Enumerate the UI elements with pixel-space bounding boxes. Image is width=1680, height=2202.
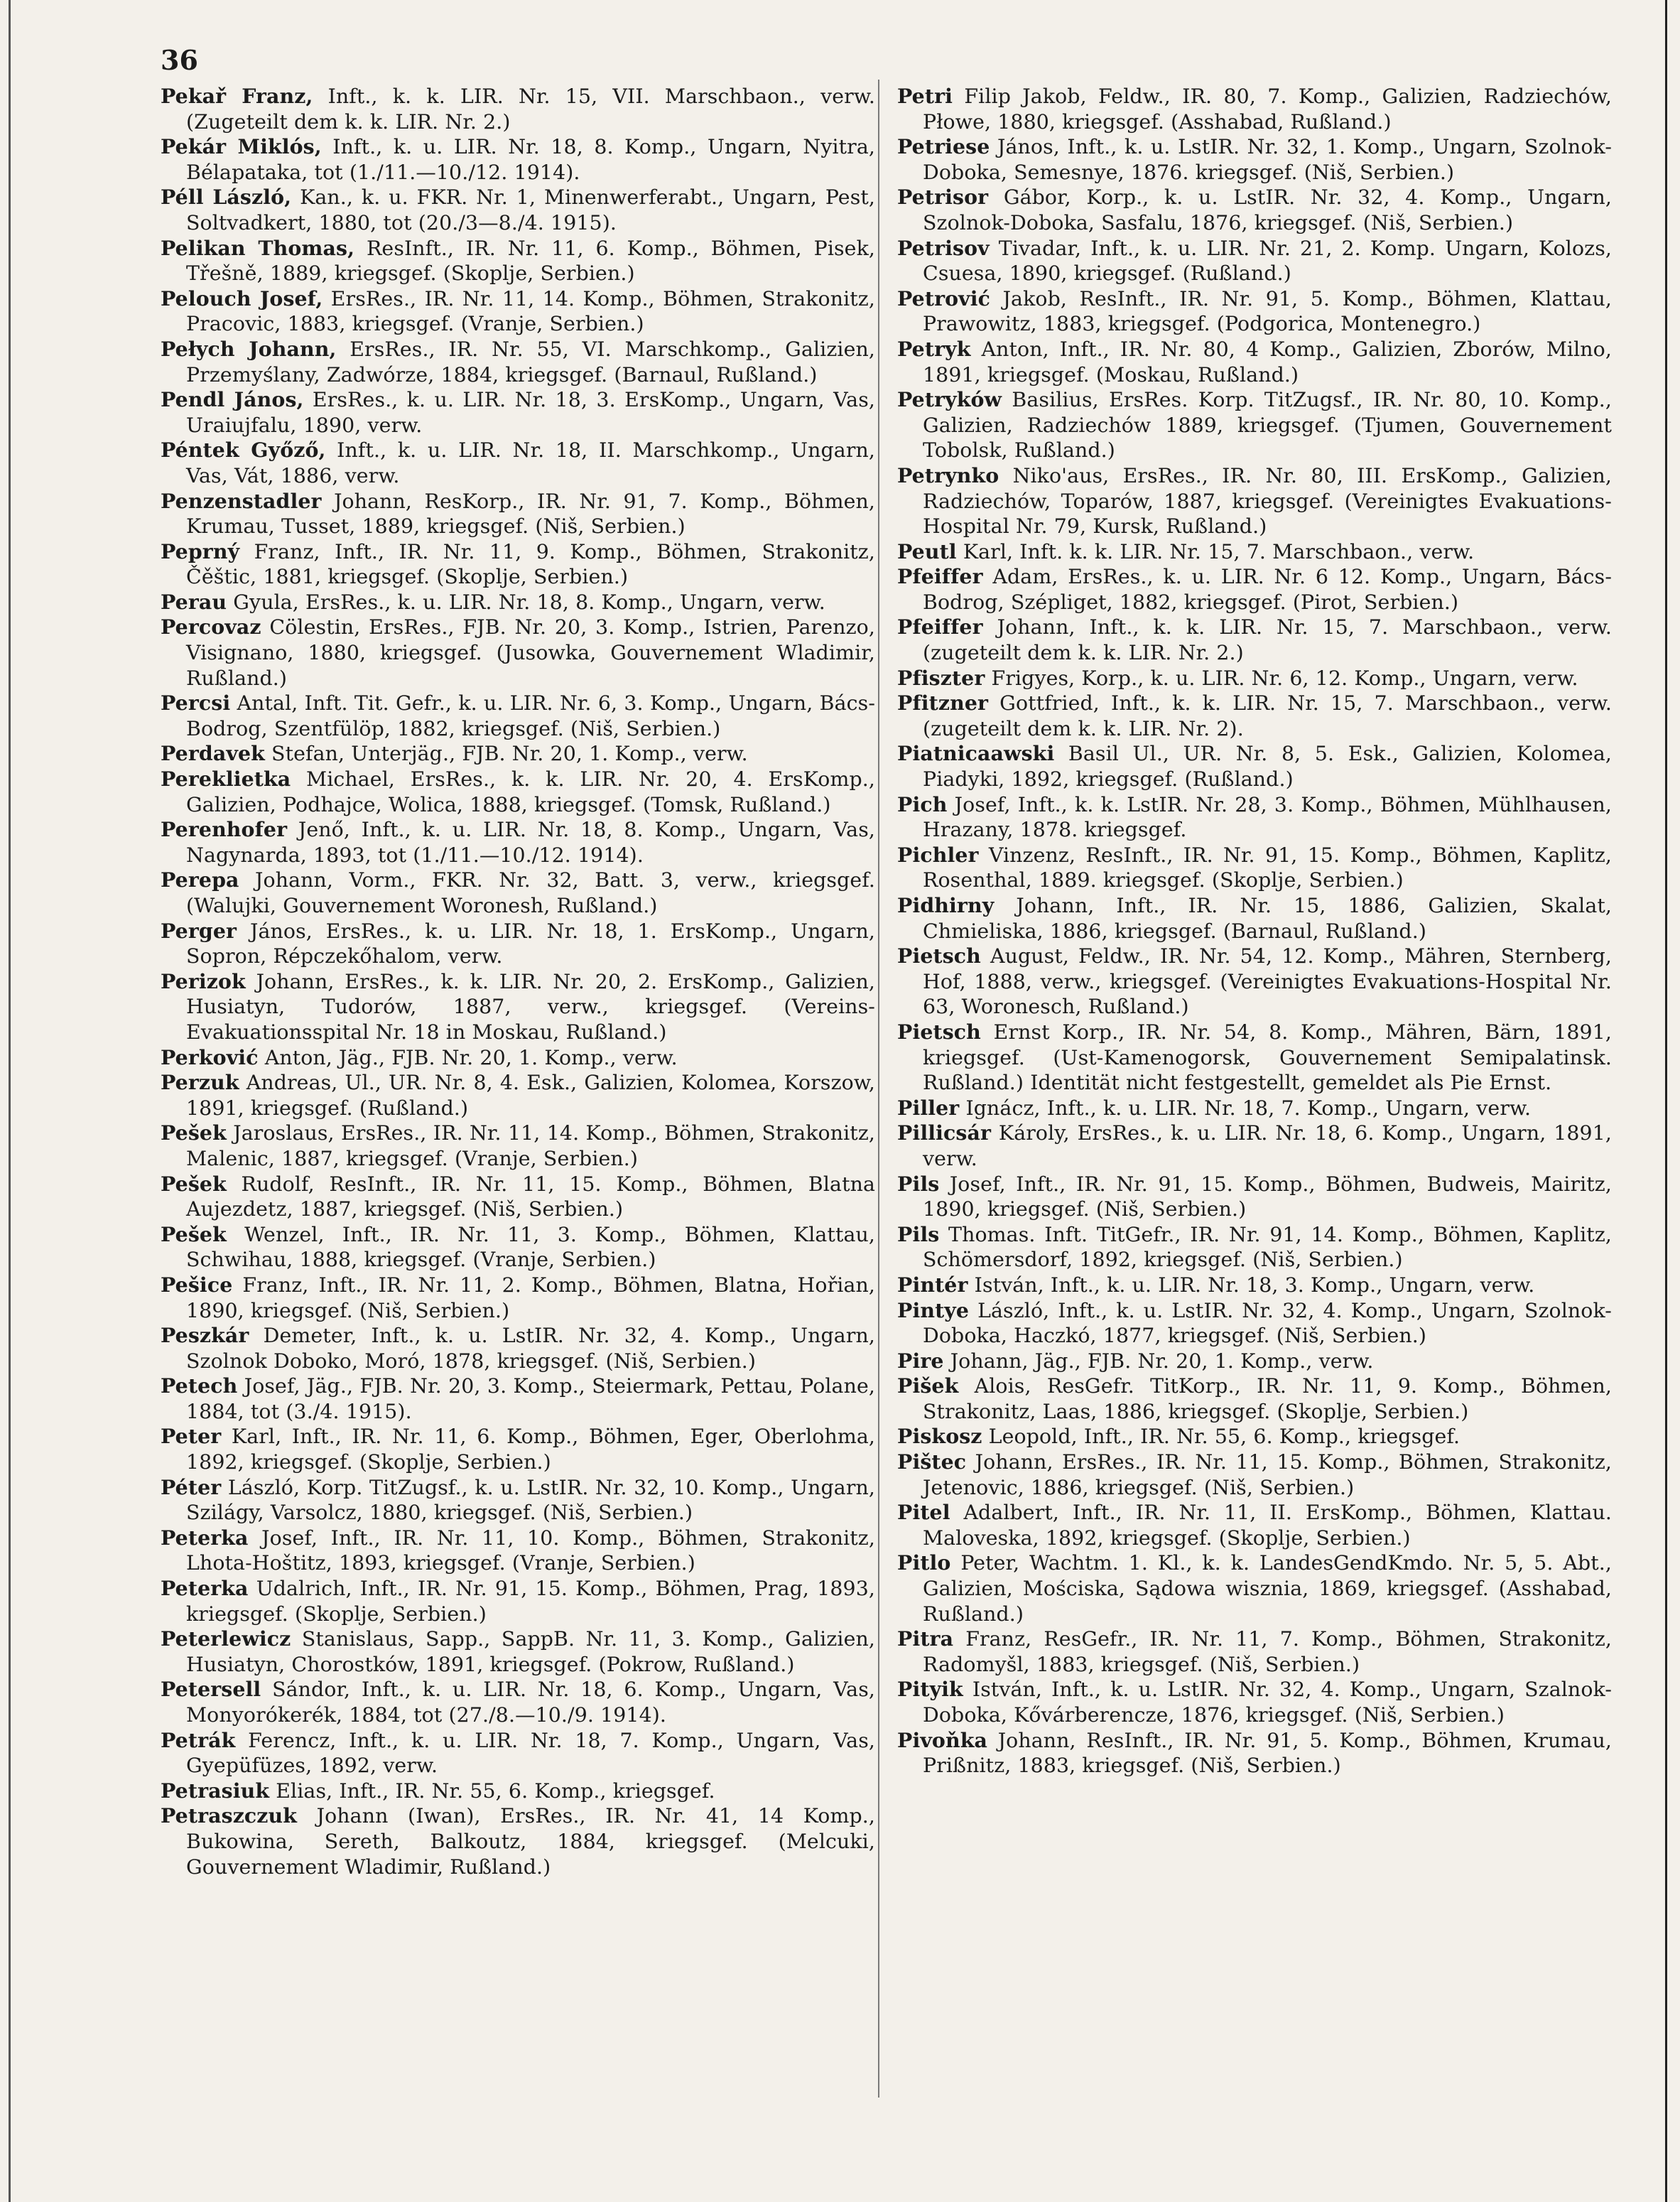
entry-surname: Pištec <box>897 1450 967 1474</box>
register-entry <box>897 1298 1612 1349</box>
register-entry <box>897 1550 1612 1626</box>
entry-details: Josef, Inft., IR. Nr. 91, 15. Komp., Böhmen, Budweis, Mairitz, 1890, kriegsgef. (Niš, Serbien.) <box>923 1172 1612 1221</box>
register-entry <box>897 1222 1612 1273</box>
entry-surname: Perković <box>161 1045 259 1069</box>
entry-details: ErsRes., IR. Nr. 55, VI. Marschkomp., Galizien, Przemyślany, Zadwórze, 1884, kriegsgef. (Barnaul, Rußland.) <box>186 337 875 387</box>
register-entry <box>897 615 1612 665</box>
entry-details: István, Inft., k. u. LIR. Nr. 18, 3. Komp., Ungarn, verw. <box>974 1273 1535 1297</box>
register-entry <box>897 185 1612 235</box>
entry-details: ErsRes., k. u. LIR. Nr. 18, 3. ErsKomp., Ungarn, Vas, Uraiujfalu, 1890, verw. <box>186 388 875 437</box>
register-entry <box>897 539 1612 565</box>
entry-surname: Petrović <box>897 286 991 311</box>
entry-surname: Piatnicaawski <box>897 741 1055 766</box>
entry-details: Anton, Jäg., FJB. Nr. 20, 1. Komp., verw. <box>264 1045 678 1069</box>
entry-details: Johann, Jäg., FJB. Nr. 20, 1. Komp., verw. <box>950 1349 1374 1373</box>
register-entry <box>161 1273 875 1323</box>
entry-surname: Petri <box>897 84 953 108</box>
entry-details: Franz, Inft., IR. Nr. 11, 9. Komp., Böhmen, Strakonitz, Čěštic, 1881, kriegsgef. (Skoplje, Serbien.) <box>186 539 875 589</box>
entry-details: István, Inft., k. u. LstIR. Nr. 32, 4. Komp., Ungarn, Szalnok-Doboka, Kővárberencze, 1876, kriegsgef. (Niš, Serbien.) <box>923 1678 1613 1727</box>
register-entry <box>897 792 1612 843</box>
register-entry <box>161 286 875 337</box>
entry-details: Basilius, ErsRes. Korp. TitZugsf., IR. Nr. 80, 10. Komp., Galizien, Radziechów 1889, kriegsgef. (Tjumen, Gouvernement Tobolsk, Rußland.) <box>923 388 1612 463</box>
entry-details: Franz, Inft., IR. Nr. 11, 2. Komp., Böhmen, Blatna, Hořian, 1890, kriegsgef. (Niš, Serbien.) <box>186 1273 875 1322</box>
entry-details: Ignácz, Inft., k. u. LIR. Nr. 18, 7. Komp., Ungarn, verw. <box>965 1096 1532 1120</box>
entry-surname: Piskosz <box>897 1424 982 1449</box>
entry-details: Wenzel, Inft., IR. Nr. 11, 3. Komp., Böhmen, Klattau, Schwihau, 1888, kriegsgef. (Vranje, Serbien.) <box>186 1222 875 1272</box>
register-entry <box>161 1323 875 1373</box>
entry-details: Gábor, Korp., k. u. LstIR. Nr. 32, 4. Komp., Ungarn, Szolnok-Doboka, Sasfalu, 1876, kriegsgef. (Niš, Serbien.) <box>923 185 1612 234</box>
entry-details: Gottfried, Inft., k. k. LIR. Nr. 15, 7. Marschbaon., verw. (zugeteilt dem k. k. LIR. Nr. 2). <box>923 691 1613 740</box>
register-entry <box>897 1424 1612 1450</box>
register-entry <box>897 564 1612 615</box>
entry-details: Michael, ErsRes., k. k. LIR. Nr. 20, 4. ErsKomp., Galizien, Podhajce, Wolica, 1888, kriegsgef. (Tomsk, Rußland.) <box>186 767 876 816</box>
register-entry <box>161 1222 875 1273</box>
entry-surname: Pietsch <box>897 944 981 968</box>
entry-surname: Percsi <box>161 691 231 716</box>
register-entry <box>161 1803 875 1879</box>
entry-surname: Pfeiffer <box>897 564 983 589</box>
entry-surname: Perdavek <box>161 741 265 766</box>
register-entry <box>161 1045 875 1071</box>
entry-surname: Peterlewicz <box>161 1626 291 1651</box>
entry-surname: Perizok <box>161 968 246 993</box>
entry-surname: Pivoňka <box>897 1727 987 1752</box>
entry-details: Sándor, Inft., k. u. LIR. Nr. 18, 6. Komp., Ungarn, Vas, Monyorókerék, 1884, tot (27./8.—10./9. 1914). <box>186 1678 875 1727</box>
register-entry <box>897 84 1612 134</box>
entry-surname: Perau <box>161 589 227 614</box>
entry-surname: Pietsch <box>897 1019 981 1044</box>
register-entry <box>161 1576 875 1626</box>
entry-surname: Percovaz <box>161 615 261 639</box>
entry-surname: Pintye <box>897 1297 970 1322</box>
register-entry <box>897 1121 1612 1171</box>
entry-details: Udalrich, Inft., IR. Nr. 91, 15. Komp., Böhmen, Prag, 1893, kriegsgef. (Skoplje, Serbien.) <box>186 1577 876 1626</box>
entry-details: Niko'aus, ErsRes., IR. Nr. 80, III. ErsKomp., Galizien, Radziechów, Toparów, 1887, kriegsgef. (Vereinigtes Evakuations-Hospital Nr. 79, Kursk, Rußland.) <box>923 463 1612 539</box>
entry-surname: Pełych Johann, <box>161 336 337 361</box>
register-entry <box>897 463 1612 539</box>
entry-surname: Petryków <box>897 387 1002 412</box>
register-entry <box>161 615 875 691</box>
entry-surname: Peter <box>161 1424 222 1449</box>
entry-surname: Petersell <box>161 1677 261 1702</box>
entry-surname: Péntek Győző, <box>161 438 326 463</box>
entry-details: Johann, Inft., k. k. LIR. Nr. 15, 7. Marschbaon., verw. (zugeteilt dem k. k. LIR. Nr. 2.) <box>923 615 1612 665</box>
register-entry <box>161 1779 875 1804</box>
register-entry <box>161 236 875 286</box>
entry-details: Johann, Vorm., FKR. Nr. 32, Batt. 3, verw., kriegsgef. (Walujki, Gouvernement Woronesh, Rußland.) <box>186 868 875 917</box>
entry-details: August, Feldw., IR. Nr. 54, 12. Komp., Mähren, Sternberg, Hof, 1888, verw., kriegsgef. (Vereinigtes Evakuations-Hospital Nr. 63, Woronesch, Rußland.) <box>923 944 1612 1019</box>
entry-surname: Pelikan Thomas, <box>161 235 355 260</box>
entry-surname: Peterka <box>161 1576 249 1601</box>
register-entry <box>161 1728 875 1779</box>
register-entry <box>897 1349 1612 1374</box>
entry-surname: Pidhirny <box>897 893 995 917</box>
entry-surname: Peutl <box>897 539 957 563</box>
register-entry <box>161 969 875 1045</box>
entry-details: Johann, ErsRes., k. k. LIR. Nr. 20, 2. ErsKomp., Galizien, Husiatyn, Tudorów, 1887, verw., kriegsgef. (Vereins-Evakuationsspital Nr. 18 in Moskau, Rußland.) <box>186 969 876 1044</box>
entry-surname: Pichler <box>897 842 979 867</box>
entry-details: Adalbert, Inft., IR. Nr. 11, II. ErsKomp., Böhmen, Klattau. Maloveska, 1892, kriegsgef. (Skoplje, Serbien.) <box>923 1501 1613 1550</box>
entry-surname: Pitel <box>897 1500 950 1525</box>
register-entry <box>161 767 875 817</box>
entry-details: Thomas. Inft. TitGefr., IR. Nr. 91, 14. Komp., Böhmen, Kaplitz, Schömersdorf, 1892, kriegsgef. (Niš, Serbien.) <box>923 1222 1613 1272</box>
entry-surname: Pekař Franz, <box>161 84 313 108</box>
entry-surname: Petrynko <box>897 463 999 487</box>
entry-details: Vinzenz, ResInft., IR. Nr. 91, 15. Komp., Böhmen, Kaplitz, Rosenthal, 1889. kriegsgef. (Skoplje, Serbien.) <box>923 843 1613 892</box>
register-entry <box>161 868 875 918</box>
entry-surname: Petrasiuk <box>161 1778 270 1803</box>
entry-details: Stanislaus, Sapp., SappB. Nr. 11, 3. Komp., Galizien, Husiatyn, Chorostków, 1891, kriegsgef. (Pokrow, Rußland.) <box>186 1627 875 1676</box>
entry-details: Johann (Iwan), ErsRes., IR. Nr. 41, 14 Komp., Bukowina, Sereth, Balkoutz, 1884, kriegsgef. (Melcuki, Gouvernement Wladimir, Rußland.) <box>186 1804 876 1879</box>
register-entry <box>897 741 1612 792</box>
entry-surname: Perenhofer <box>161 817 288 842</box>
entry-surname: Pekár Miklós, <box>161 134 322 159</box>
register-entry <box>897 944 1612 1020</box>
right-column <box>897 84 1612 1779</box>
entry-details: Johann, ErsRes., IR. Nr. 11, 15. Komp., Böhmen, Strakonitz, Jetenovic, 1886, kriegsgef. (Niš, Serbien.) <box>923 1450 1613 1499</box>
register-entry <box>897 1273 1612 1298</box>
entry-surname: Petriese <box>897 134 990 159</box>
entry-surname: Pišek <box>897 1373 959 1398</box>
register-entry <box>161 817 875 868</box>
entry-details: Ferencz, Inft., k. u. LIR. Nr. 18, 7. Komp., Ungarn, Vas, Gyepüfüzes, 1892, verw. <box>186 1728 876 1778</box>
register-entry <box>897 236 1612 286</box>
entry-details: Karl, Inft. k. k. LIR. Nr. 15, 7. Marschbaon., verw. <box>963 539 1475 563</box>
entry-surname: Pire <box>897 1348 944 1373</box>
entry-surname: Pich <box>897 792 948 816</box>
entry-details: Inft., k. u. LIR. Nr. 18, 8. Komp., Ungarn, Nyitra, Bélapataka, tot (1./11.—10./12. 1914). <box>186 135 875 184</box>
entry-surname: Pfiszter <box>897 665 985 690</box>
register-entry <box>161 691 875 741</box>
entry-surname: Pils <box>897 1171 940 1196</box>
entry-details: Tivadar, Inft., k. u. LIR. Nr. 21, 2. Komp. Ungarn, Kolozs, Csuesa, 1890, kriegsgef. (Rußland.) <box>923 236 1612 286</box>
register-entry <box>161 185 875 235</box>
entry-surname: Péll László, <box>161 185 292 210</box>
entry-details: Cölestin, ErsRes., FJB. Nr. 20, 3. Komp., Istrien, Parenzo, Visignano, 1880, kriegsgef. (Jusowka, Gouvernement Wladimir, Rußland.) <box>186 615 875 690</box>
entry-details: Alois, ResGefr. TitKorp., IR. Nr. 11, 9. Komp., Böhmen, Strakonitz, Laas, 1886, kriegsgef. (Skoplje, Serbien.) <box>923 1374 1612 1423</box>
entry-surname: Petrisov <box>897 235 990 260</box>
entry-details: Jenő, Inft., k. u. LIR. Nr. 18, 8. Komp., Ungarn, Vas, Nagynarda, 1893, tot (1./11.—10./12. 1914). <box>186 818 875 867</box>
register-entry <box>897 1096 1612 1121</box>
entry-surname: Pils <box>897 1221 940 1246</box>
entry-details: Johann, ResKorp., IR. Nr. 91, 7. Komp., Böhmen, Krumau, Tusset, 1889, kriegsgef. (Niš, Serbien.) <box>186 489 875 539</box>
register-entry <box>161 741 875 767</box>
register-entry <box>161 1172 875 1222</box>
entry-details: Jakob, ResInft., IR. Nr. 91, 5. Komp., Böhmen, Klattau, Prawowitz, 1883, kriegsgef. (Podgorica, Montenegro.) <box>923 286 1613 336</box>
entry-details: László, Korp. TitZugsf., k. u. LstIR. Nr. 32, 10. Komp., Ungarn, Szilágy, Varsolcz, 1880, kriegsgef. (Niš, Serbien.) <box>186 1475 875 1525</box>
entry-details: Filip Jakob, Feldw., IR. 80, 7. Komp., Galizien, Radziechów, Płowe, 1880, kriegsgef. (Asshabad, Rußland.) <box>923 85 1612 134</box>
register-entry <box>161 1677 875 1727</box>
register-entry <box>897 387 1612 463</box>
register-entry <box>161 84 875 134</box>
register-entry <box>897 1450 1612 1500</box>
entry-details: Josef, Jäg., FJB. Nr. 20, 3. Komp., Steiermark, Pettau, Polane, 1884, tot (3./4. 1915). <box>186 1374 875 1423</box>
register-entry <box>897 1500 1612 1550</box>
register-entry <box>897 1373 1612 1424</box>
entry-surname: Pityik <box>897 1677 963 1702</box>
register-entry <box>161 489 875 539</box>
register-entry <box>897 1172 1612 1222</box>
entry-details: Elias, Inft., IR. Nr. 55, 6. Komp., kriegsgef. <box>276 1779 715 1803</box>
register-entry <box>897 843 1612 893</box>
register-entry <box>161 1475 875 1526</box>
register-entry <box>161 1070 875 1121</box>
entry-details: Leopold, Inft., IR. Nr. 55, 6. Komp., kriegsgef. <box>988 1425 1460 1449</box>
register-entry <box>897 1626 1612 1677</box>
entry-details: ResInft., IR. Nr. 11, 6. Komp., Böhmen, Pisek, Třešně, 1889, kriegsgef. (Skoplje, Serbien.) <box>186 236 875 286</box>
entry-surname: Petryk <box>897 336 971 361</box>
entry-surname: Perepa <box>161 868 239 892</box>
column-divider <box>878 80 879 2098</box>
entry-details: Johann, ResInft., IR. Nr. 91, 5. Komp., Böhmen, Krumau, Prißnitz, 1883, kriegsgef. (Niš, Serbien.) <box>923 1728 1612 1778</box>
entry-surname: Pillicsár <box>897 1121 992 1145</box>
entry-surname: Pešek <box>161 1121 227 1145</box>
entry-surname: Pitlo <box>897 1550 951 1575</box>
entry-details: Inft., k. u. LIR. Nr. 18, II. Marschkomp., Ungarn, Vas, Vát, 1886, verw. <box>186 438 876 487</box>
entry-surname: Petraszczuk <box>161 1803 298 1828</box>
left-column <box>161 84 875 1879</box>
entry-surname: Piller <box>897 1095 960 1120</box>
register-entry <box>897 286 1612 337</box>
entry-surname: Pitra <box>897 1626 954 1651</box>
register-entry <box>897 134 1612 185</box>
entry-surname: Perzuk <box>161 1070 239 1095</box>
entry-details: Basil Ul., UR. Nr. 8, 5. Esk., Galizien, Kolomea, Piadyki, 1892, kriegsgef. (Rußland.) <box>923 742 1612 792</box>
register-entry <box>161 134 875 185</box>
entry-details: Stefan, Unterjäg., FJB. Nr. 20, 1. Komp., verw. <box>271 742 748 766</box>
entry-surname: Peterka <box>161 1525 249 1550</box>
entry-details: ErsRes., IR. Nr. 11, 14. Komp., Böhmen, Strakonitz, Pracovic, 1883, kriegsgef. (Vranje, Serbien.) <box>186 286 875 336</box>
register-entry <box>161 539 875 590</box>
entry-details: Franz, ResGefr., IR. Nr. 11, 7. Komp., Böhmen, Strakonitz, Radomyšl, 1883, kriegsgef. (Niš, Serbien.) <box>923 1627 1613 1676</box>
scan-edge-right <box>1665 0 1667 2202</box>
entry-details: Kan., k. u. FKR. Nr. 1, Minenwerferabt., Ungarn, Pest, Soltvadkert, 1880, tot (20./3—8./4. 1915). <box>186 185 876 234</box>
register-entry <box>161 387 875 438</box>
register-entry <box>161 1424 875 1474</box>
register-entry <box>897 691 1612 741</box>
register-entry <box>161 438 875 488</box>
entry-details: Anton, Inft., IR. Nr. 80, 4 Komp., Galizien, Zborów, Milno, 1891, kriegsgef. (Moskau, Rußland.) <box>923 337 1612 387</box>
entry-surname: Pintér <box>897 1272 968 1297</box>
register-entry <box>161 1626 875 1677</box>
entry-surname: Pfitzner <box>897 691 989 716</box>
entry-details: János, Inft., k. u. LstIR. Nr. 32, 1. Komp., Ungarn, Szolnok-Doboka, Semesnye, 1876. kriegsgef. (Niš, Serbien.) <box>923 135 1613 184</box>
register-entry <box>897 666 1612 691</box>
register-entry <box>897 893 1612 944</box>
entry-surname: Peprný <box>161 539 240 563</box>
register-entry <box>897 1677 1612 1727</box>
page-number: 36 <box>161 44 198 76</box>
register-entry <box>161 1373 875 1424</box>
register-entry <box>161 1121 875 1171</box>
entry-surname: Pendl János, <box>161 387 304 412</box>
register-entry <box>897 1728 1612 1779</box>
entry-details: Jaroslaus, ErsRes., IR. Nr. 11, 14. Komp., Böhmen, Strakonitz, Malenic, 1887, kriegsgef. (Vranje, Serbien.) <box>186 1121 875 1170</box>
entry-details: Frigyes, Korp., k. u. LIR. Nr. 6, 12. Komp., Ungarn, verw. <box>991 666 1578 690</box>
entry-details: János, ErsRes., k. u. LIR. Nr. 18, 1. ErsKomp., Ungarn, Sopron, Répczekőhalom, verw. <box>186 919 875 968</box>
entry-surname: Pešek <box>161 1171 227 1196</box>
register-entry <box>161 919 875 969</box>
entry-details: Károly, ErsRes., k. u. LIR. Nr. 18, 6. Komp., Ungarn, 1891, verw. <box>923 1121 1612 1170</box>
entry-details: Demeter, Inft., k. u. LstIR. Nr. 32, 4. Komp., Ungarn, Szolnok Doboko, Moró, 1878, kriegsgef. (Niš, Serbien.) <box>186 1324 876 1373</box>
register-entry <box>897 1020 1612 1096</box>
register-entry <box>897 337 1612 387</box>
entry-details: Andreas, Ul., UR. Nr. 8, 4. Esk., Galizien, Kolomea, Korszow, 1891, kriegsgef. (Rußland.) <box>186 1071 875 1120</box>
register-entry <box>161 1526 875 1576</box>
entry-surname: Peszkár <box>161 1323 249 1348</box>
entry-surname: Pešek <box>161 1221 227 1246</box>
entry-surname: Penzenstadler <box>161 488 322 513</box>
entry-surname: Perger <box>161 918 237 943</box>
entry-details: Josef, Inft., k. k. LstIR. Nr. 28, 3. Komp., Böhmen, Mühlhausen, Hrazany, 1878. kriegsgef. <box>923 792 1612 842</box>
entry-surname: Petrisor <box>897 185 989 210</box>
entry-details: Adam, ErsRes., k. u. LIR. Nr. 6 12. Komp., Ungarn, Bács-Bodrog, Szépliget, 1882, kriegsgef. (Pirot, Serbien.) <box>923 565 1613 614</box>
entry-surname: Péter <box>161 1474 222 1499</box>
entry-details: Rudolf, ResInft., IR. Nr. 11, 15. Komp., Böhmen, Blatna Aujezdetz, 1887, kriegsgef. (Niš, Serbien.) <box>186 1172 875 1221</box>
entry-details: Josef, Inft., IR. Nr. 11, 10. Komp., Böhmen, Strakonitz, Lhota-Hoštitz, 1893, kriegsgef. (Vranje, Serbien.) <box>186 1526 875 1575</box>
entry-surname: Pfeiffer <box>897 615 983 639</box>
register-entry <box>161 337 875 387</box>
entry-details: Inft., k. k. LIR. Nr. 15, VII. Marschbaon., verw. (Zugeteilt dem k. k. LIR. Nr. 2.) <box>186 85 875 134</box>
register-entry <box>161 590 875 615</box>
entry-details: Peter, Wachtm. 1. Kl., k. k. LandesGendKmdo. Nr. 5, 5. Abt., Galizien, Mościska, Sądowa wisznia, 1869, kriegsgef. (Asshabad, Rußland.) <box>923 1551 1612 1626</box>
entry-details: Johann, Inft., IR. Nr. 15, 1886, Galizien, Skalat, Chmieliska, 1886, kriegsgef. (Barnaul, Rußland.) <box>923 894 1612 943</box>
entry-details: Antal, Inft. Tit. Gefr., k. u. LIR. Nr. 6, 3. Komp., Ungarn, Bács-Bodrog, Szentfülöp, 1882, kriegsgef. (Niš, Serbien.) <box>186 691 876 740</box>
entry-surname: Petech <box>161 1373 238 1398</box>
entry-details: Karl, Inft., IR. Nr. 11, 6. Komp., Böhmen, Eger, Oberlohma, 1892, kriegsgef. (Skoplje, Serbien.) <box>186 1425 876 1474</box>
entry-surname: Pešice <box>161 1272 233 1297</box>
entry-details: Ernst Korp., IR. Nr. 54, 8. Komp., Mähren, Bärn, 1891, kriegsgef. (Ust-Kamenogorsk, Gouvernement Semipalatinsk. Rußland.) Identität nicht festgestellt, gemeldet als Pie Ernst. <box>923 1020 1613 1095</box>
entry-details: Gyula, ErsRes., k. u. LIR. Nr. 18, 8. Komp., Ungarn, verw. <box>233 590 825 614</box>
entry-details: László, Inft., k. u. LstIR. Nr. 32, 4. Komp., Ungarn, Szolnok-Doboka, Haczkó, 1877, kriegsgef. (Niš, Serbien.) <box>923 1298 1612 1348</box>
entry-surname: Petrák <box>161 1727 236 1752</box>
entry-surname: Pereklietka <box>161 767 291 792</box>
entry-surname: Pelouch Josef, <box>161 286 323 311</box>
scan-edge-left <box>9 0 11 2202</box>
